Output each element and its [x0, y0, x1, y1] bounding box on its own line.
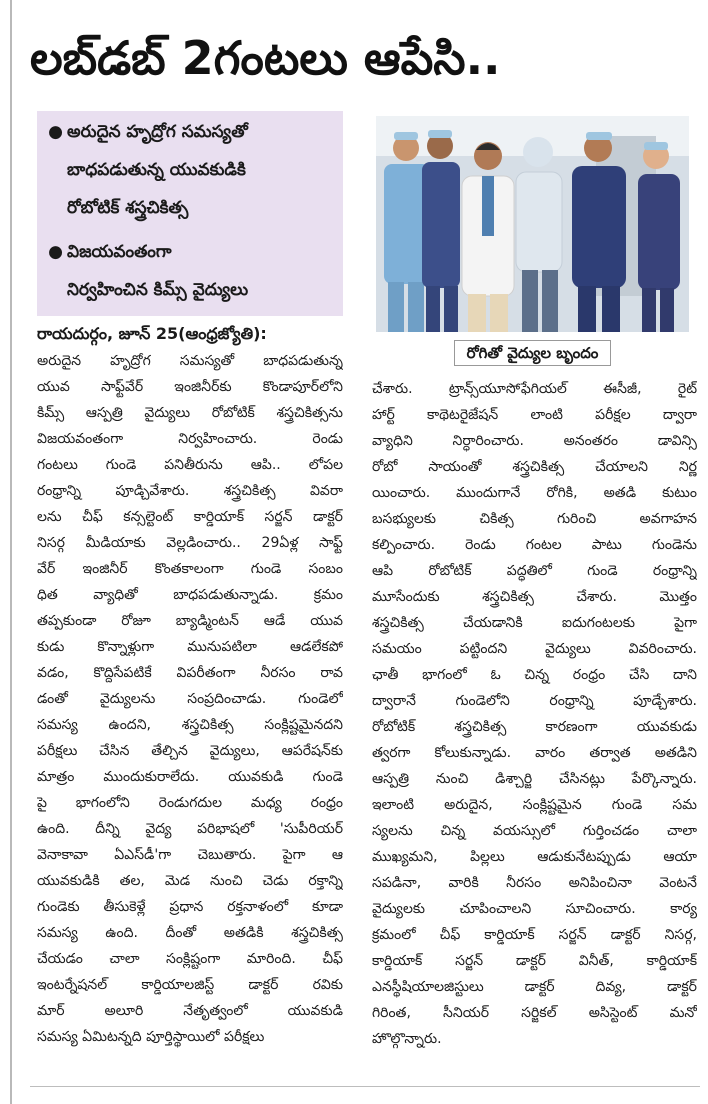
text-line: గిరింత, సీనియర్‌ సర్జికల్‌ అసిస్టెంట్‌ మనో: [372, 1005, 697, 1021]
photo-caption: రోగితో వైద్యుల బృందం: [376, 336, 689, 370]
text-line: కిమ్స్‌ ఆస్పత్రి వైద్యులు రోబోటిక్‌ శస్త్రచికిత్సను: [37, 405, 343, 421]
text-line: సమస్య ఉంది. దీంతో అతడికి శస్త్రచికిత్స: [37, 925, 343, 941]
text-line: పై భాగంలోని రెండుగదుల మధ్య రంధ్రం: [37, 795, 343, 811]
text-line: రంధ్రాన్ని పూడ్చివేశారు. శస్త్రచికిత్స వివరా: [37, 483, 343, 499]
team-photo: [376, 116, 689, 332]
text-line: రోబోటిక్‌ శస్త్రచికిత్స కారణంగా యువకుడు: [372, 719, 697, 735]
text-line: వైద్యులకు చూపించాలని సూచించారు. కార్య: [372, 901, 697, 917]
article-right-column: [372, 376, 697, 1052]
text-line: ఇంటర్నేషనల్‌ కార్డియాలజిస్ట్‌ డాక్టర్‌ రవికు: [37, 977, 343, 993]
bottom-rule: [30, 1086, 700, 1087]
text-line: డంతో వైద్యులను సంప్రదించాడు. గుండెలో: [37, 691, 343, 707]
text-line: మార్‌ అలూరి నేతృత్వంలో యువకుడి: [37, 1003, 343, 1019]
text-line: యువ సాఫ్ట్‌వేర్‌ ఇంజినీర్‌కు కొండాపూర్‌లోని: [37, 379, 343, 395]
dateline: రాయదుర్గం, జూన్‌ 25(ఆంధ్రజ్యోతి):: [37, 324, 267, 343]
text-line: ఇలాంటి అరుదైన, సంక్లిష్టమైన గుండె సమ: [372, 797, 697, 813]
text-line: సమయం పట్టిందని వైద్యులు వివరించారు.: [372, 641, 697, 657]
highlight-2-line-2: నిర్వహించిన కిమ్స్‌ వైద్యులు: [67, 280, 249, 300]
text-line: మూసేందుకు శస్త్రచికిత్స చేశారు. మొత్తం: [372, 589, 697, 605]
text-line: రోబో సాయంతో శస్త్రచికిత్స చేయాలని నిర్ణ: [372, 459, 697, 475]
text-line: హార్ట్‌ కాథెటరైజేషన్‌ లాంటి పరీక్షల ద్వారా: [372, 407, 697, 423]
text-line: ధిత వ్యాధితో బాధపడుతున్నాడు. క్రమం: [37, 587, 343, 603]
text-line: తప్పకుండా రోజూ బ్యాడ్మింటన్‌ ఆడే యువ: [37, 613, 343, 629]
text-line: అరుదైన హృద్రోగ సమస్యతో బాధపడుతున్న: [37, 353, 343, 369]
text-line: హొల్గొన్నారు.: [372, 1031, 442, 1047]
text-line: ఛాతీ భాగంలో ఓ చిన్న రంధ్రం చేసి దాని: [372, 667, 697, 683]
text-line: వడం, కొద్దిసేపటికే విపరీతంగా నీరసం రావ: [37, 665, 343, 681]
text-line: ఉంది. దీన్ని వైద్య పరిభాషలో 'సుపీరియర్‌: [37, 821, 343, 837]
text-line: గంటలు గుండె పనితీరును ఆపి.. లోపల: [37, 457, 343, 473]
text-line: కుడు కొన్నాళ్లుగా మునుపటిలా ఆడలేకపో: [37, 639, 343, 655]
text-line: పరీక్షలు చేసిన తేల్చిన వైద్యులు, ఆపరేషన్‌కు: [37, 743, 343, 759]
text-line: వెనాకావా ఏఎస్‌డీ'గా చెబుతారు. పైగా ఆ: [37, 847, 343, 863]
bullet-icon: ●: [48, 242, 63, 262]
text-line: స్యలను చిన్న వయస్సులో గుర్తించడం చాలా: [372, 823, 697, 839]
text-line: బసభ్యులకు చికిత్స గురించి అవగాహన: [372, 511, 697, 527]
text-line: యువకుడికి తల, మెడ నుంచి చెడు రక్తాన్ని: [37, 873, 343, 889]
bullet-icon: ●: [48, 122, 63, 142]
text-line: వేర్‌ ఇంజినీర్‌ కొంతకాలంగా గుండె సంబం: [37, 561, 343, 577]
text-line: ఆపి రోబోటిక్‌ పద్ధతిలో గుండె రంధ్రాన్ని: [372, 563, 697, 579]
text-line: త్వరగా కోలుకున్నాడు. వారం తర్వాత అతడిని: [372, 745, 697, 761]
text-line: కార్డియాక్‌ సర్జన్‌ డాక్టర్‌ వినీత్‌, కార్డియాక్‌: [372, 953, 697, 969]
highlight-1-line-1: ● అరుదైన హృద్రోగ సమస్యతో: [37, 115, 343, 149]
photo-illustration: [376, 116, 689, 332]
text-line: ఆస్పత్రి నుంచి డిశ్చార్జి చేసినట్లు పేర్కొన్నారు.: [372, 771, 697, 787]
text-line: సమస్య ఉందని, శస్త్రచికిత్స సంక్లిష్టమైనదని: [37, 717, 343, 733]
text-line: ముఖ్యమని, పిల్లలు ఆడుకునేటప్పుడు ఆయా: [372, 849, 697, 865]
text-line: యించారు. ముందుగానే రోగికి, అతడి కుటుం: [372, 485, 697, 501]
text-line: సపడినా, వారికి నీరసం అనిపించినా వెంటనే: [372, 875, 697, 891]
text-line: లను చీఫ్‌ కన్సల్టెంట్‌ కార్డియాక్‌ సర్జన్‌ డాక్టర్‌: [37, 509, 343, 525]
highlight-box: [37, 111, 343, 316]
text-line: గుండెకు తీసుకెళ్లే ప్రధాన రక్తనాళంలో కూడా: [37, 899, 343, 915]
text-line: సమస్య ఏమిటన్నది పూర్తిస్థాయిలో పరీక్షలు: [37, 1029, 265, 1045]
highlight-1-line-3: రోబోటిక్‌ శస్త్రచికిత్స: [67, 198, 189, 218]
text-line: చేయడం చాలా సంక్లిష్టంగా మారింది. చీఫ్‌: [37, 951, 343, 967]
highlight-2-line-1: ● విజయవంతంగా: [37, 235, 343, 269]
text-line: కల్పించారు. రెండు గంటల పాటు గుండెను: [372, 537, 697, 553]
text-line: విజయవంతంగా నిర్వహించారు. రెండు: [37, 431, 343, 447]
text-line: వ్యాధిని నిర్ధారించారు. అనంతరం డావిన్సి: [372, 433, 697, 449]
text-line: ద్వారానే గుండెలోని రంధ్రాన్ని పూడ్చేశారు.: [372, 693, 697, 709]
article-left-column: [37, 348, 343, 1050]
highlight-1-line-2: బాధపడుతున్న యువకుడికి: [67, 160, 246, 180]
headline: లబ్‌డబ్‌ 2గంటలు ఆపేసి..: [30, 31, 501, 85]
text-line: క్రమంలో చీఫ్‌ కార్డియాక్‌ సర్జన్‌ డాక్టర్‌ నిసర్గ,: [372, 927, 697, 943]
text-line: నిసర్గ మీడియాకు వెల్లడించారు.. 29ఏళ్ల సాఫ్ట్‌: [37, 535, 343, 551]
text-line: చేశారు. ట్రాన్స్‌యూసోఫేగియల్‌ ఈసీజీ, రైట్‌: [372, 381, 697, 397]
text-line: శస్త్రచికిత్స చేయడానికి ఐదుగంటలకు పైగా: [372, 615, 697, 631]
text-line: మాత్రం ముందుకురాలేదు. యువకుడి గుండె: [37, 769, 343, 785]
text-line: ఎనస్థీషియాలజిస్టులు డాక్టర్‌ దివ్య, డాక్టర్‌: [372, 979, 697, 995]
page-left-rule: [10, 0, 12, 1104]
